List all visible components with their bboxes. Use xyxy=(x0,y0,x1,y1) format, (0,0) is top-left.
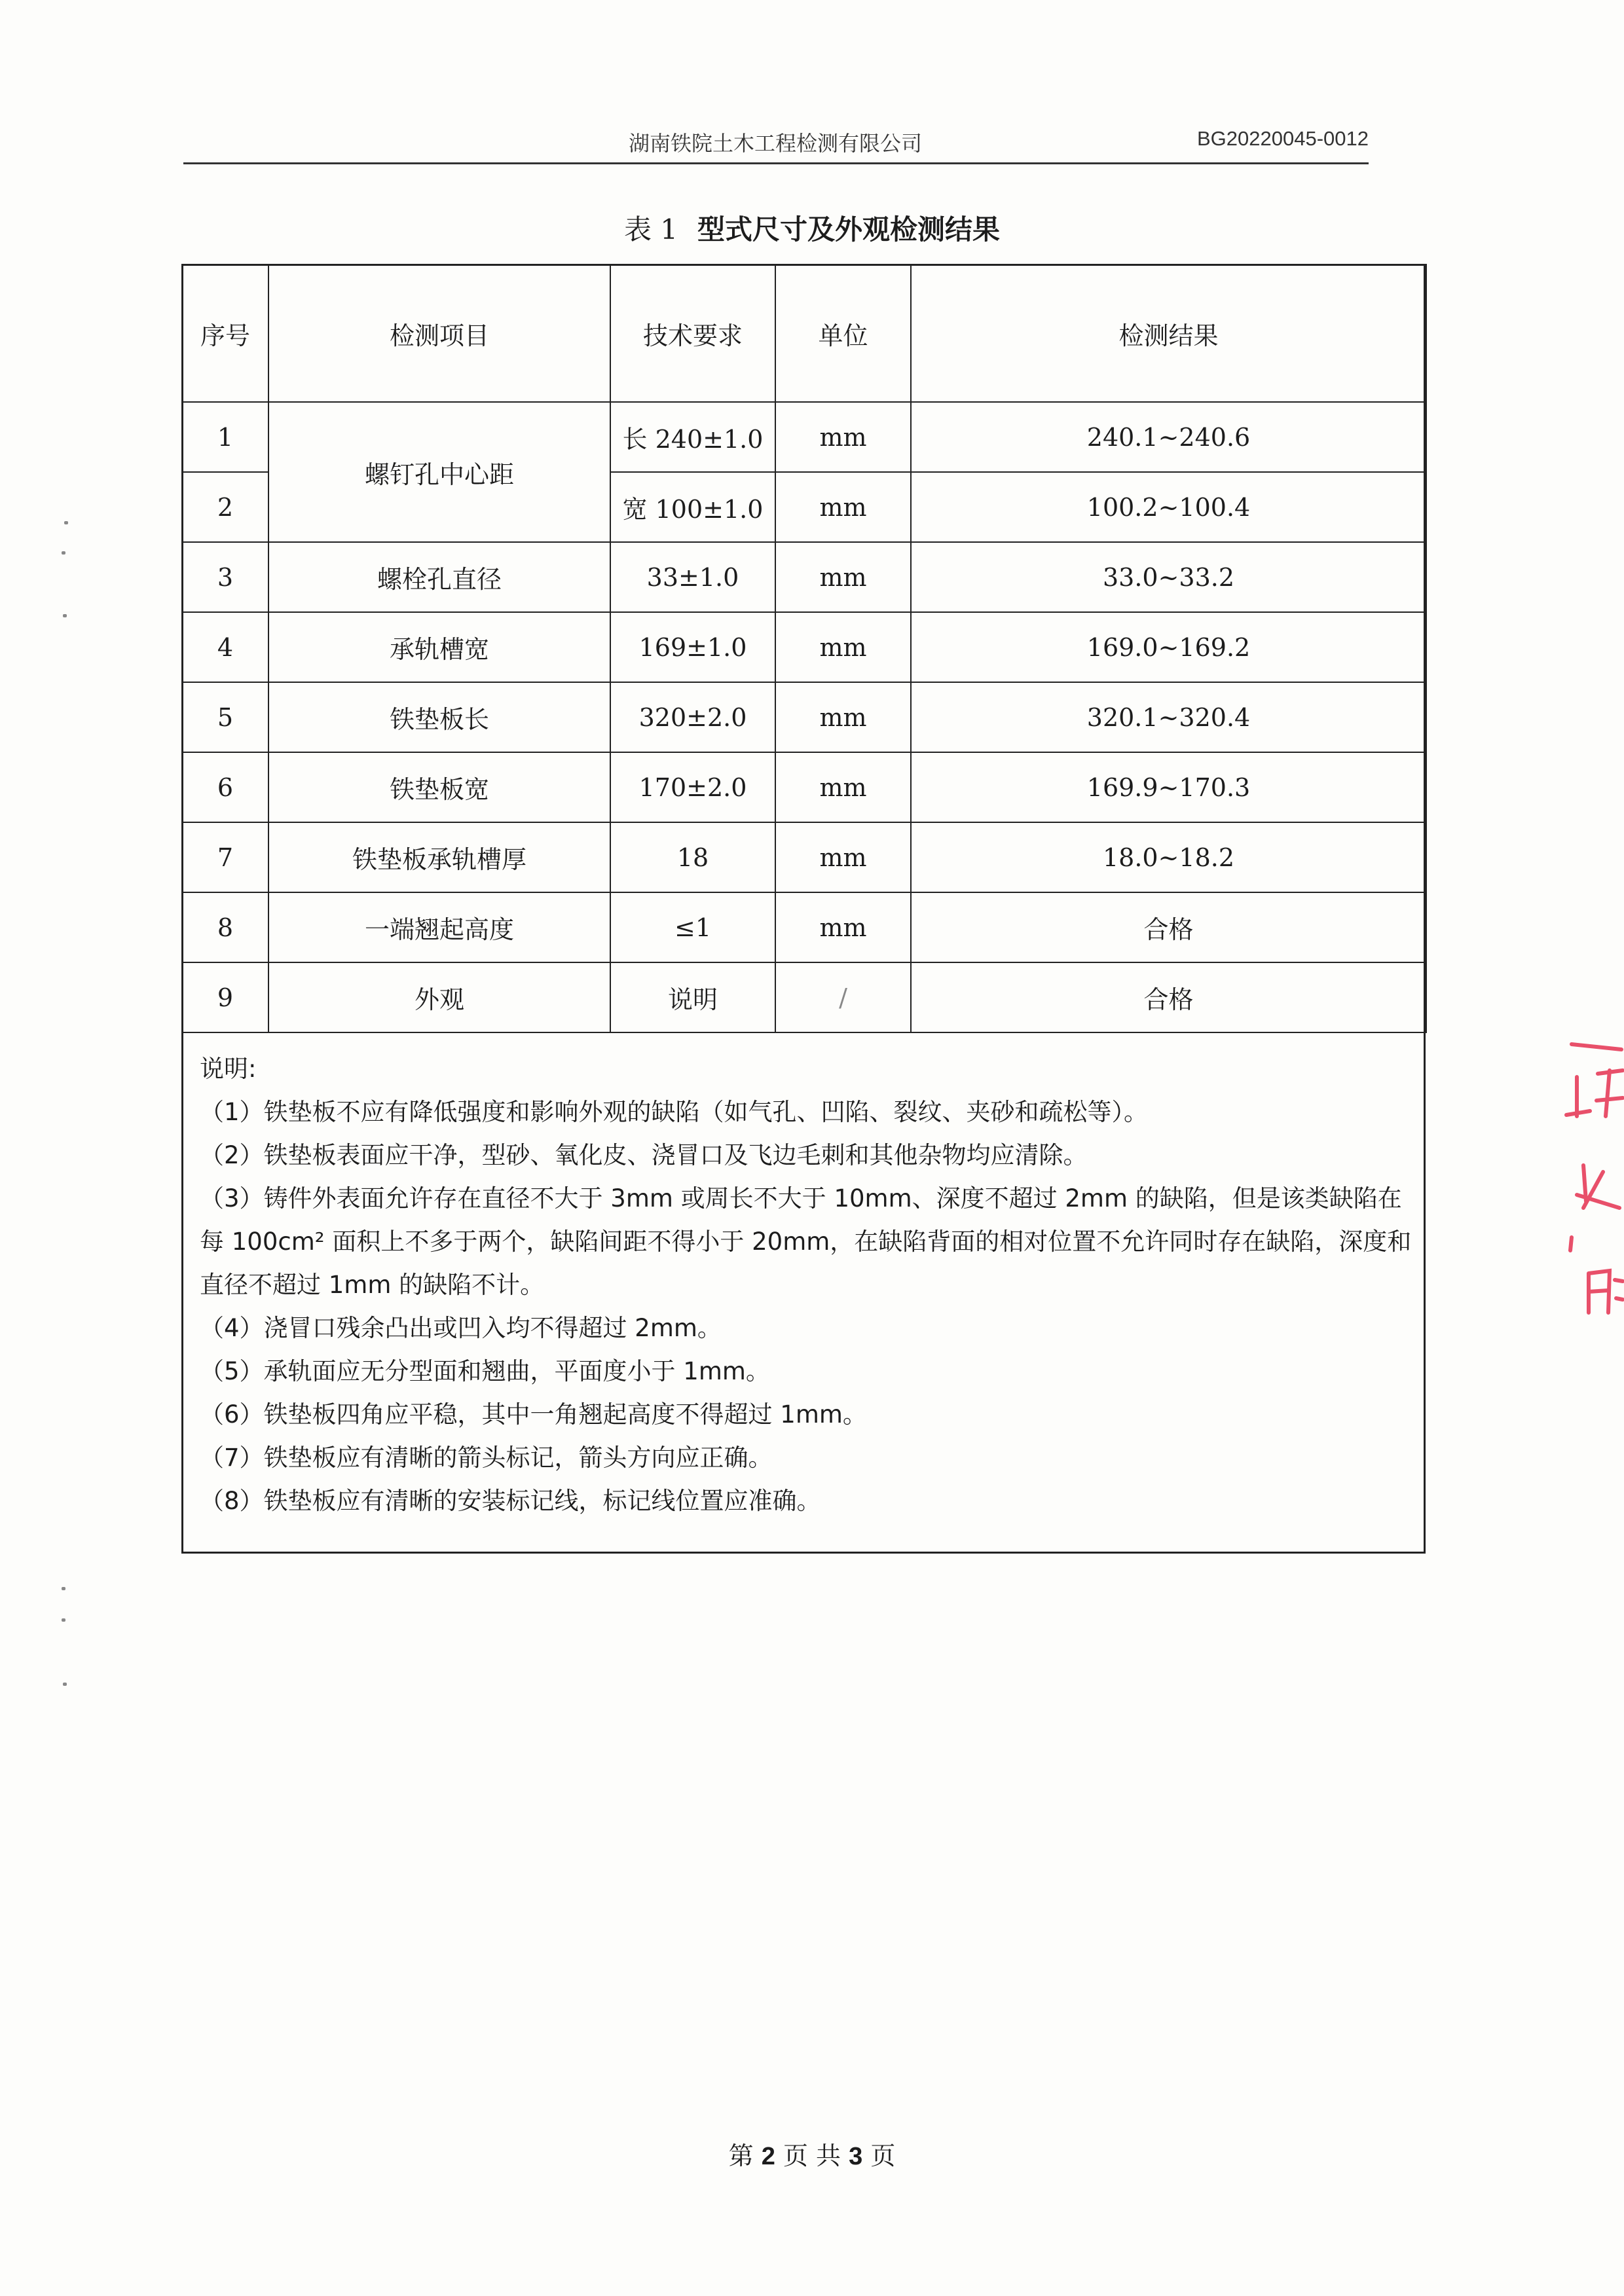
note-item: （5）承轨面应无分型面和翘曲，平面度小于 1mm。 xyxy=(200,1357,770,1385)
cell-result: 合格 xyxy=(911,962,1426,1032)
cell-item: 螺栓孔直径 xyxy=(268,542,610,612)
report-code: BG20220045-0012 xyxy=(1196,127,1369,150)
table-title xyxy=(0,208,1624,247)
scan-speck xyxy=(63,1683,67,1686)
table-row xyxy=(182,542,1426,612)
cell-result: 320.1~320.4 xyxy=(911,682,1426,752)
header-item: 检测项目 xyxy=(268,264,610,402)
table-row xyxy=(182,402,1426,472)
scan-speck xyxy=(62,551,65,555)
notes-section xyxy=(200,1048,1418,1523)
cell-item: 外观 xyxy=(268,962,610,1032)
scan-speck xyxy=(62,1587,65,1590)
table-row xyxy=(182,682,1426,752)
page-number xyxy=(0,2136,1624,2172)
page-prefix: 第 xyxy=(728,2141,754,2170)
cell-requirement: 169±1.0 xyxy=(610,612,775,682)
red-seal-stamp-fragment xyxy=(1557,1038,1624,1319)
table-row xyxy=(182,752,1426,822)
header-requirement: 技术要求 xyxy=(610,264,775,402)
cell-requirement: 18 xyxy=(610,822,775,892)
page-middle: 页 共 xyxy=(783,2141,841,2170)
table-header-row xyxy=(182,264,1426,402)
note-item: （4）浇冒口残余凸出或凹入均不得超过 2mm。 xyxy=(200,1314,722,1342)
cell-no: 8 xyxy=(182,892,268,962)
cell-item: 铁垫板长 xyxy=(268,682,610,752)
cell-item: 一端翘起高度 xyxy=(268,892,610,962)
table-title-text: 型式尺寸及外观检测结果 xyxy=(697,213,1001,246)
cell-unit: mm xyxy=(775,892,911,962)
header-unit: 单位 xyxy=(775,264,911,402)
current-page: 2 xyxy=(761,2143,775,2170)
cell-no: 1 xyxy=(182,402,268,472)
cell-unit: mm xyxy=(775,402,911,472)
cell-requirement: 宽 100±1.0 xyxy=(610,472,775,542)
cell-no: 6 xyxy=(182,752,268,822)
company-name: 湖南铁院土木工程检测有限公司 xyxy=(629,131,923,156)
cell-requirement: ≤1 xyxy=(610,892,775,962)
cell-requirement: 320±2.0 xyxy=(610,682,775,752)
cell-item: 螺钉孔中心距 xyxy=(268,402,610,542)
cell-requirement: 长 240±1.0 xyxy=(610,402,775,472)
cell-no: 3 xyxy=(182,542,268,612)
cell-item: 承轨槽宽 xyxy=(268,612,610,682)
page-header xyxy=(183,124,1369,164)
cell-requirement: 33±1.0 xyxy=(610,542,775,612)
cell-result: 100.2~100.4 xyxy=(911,472,1426,542)
note-item: （8）铁垫板应有清晰的安装标记线，标记线位置应准确。 xyxy=(200,1487,821,1515)
table-row xyxy=(182,612,1426,682)
note-item: （3）铸件外表面允许存在直径不大于 3mm 或周长不大于 10mm、深度不超过 2mm 的缺陷，但是该类缺陷在每 100cm² 面积上不多于两个，缺陷间距不得小于 20mm，在缺陷背面的相对位置不允许同时存在缺陷，深度和直径不超过 1mm 的缺陷不计。 xyxy=(200,1184,1412,1299)
note-item: （6）铁垫板四角应平稳，其中一角翘起高度不得超过 1mm。 xyxy=(200,1400,867,1429)
cell-unit: mm xyxy=(775,752,911,822)
cell-no: 4 xyxy=(182,612,268,682)
table-row xyxy=(182,822,1426,892)
cell-result: 18.0~18.2 xyxy=(911,822,1426,892)
scan-speck xyxy=(62,1618,65,1622)
cell-no: 2 xyxy=(182,472,268,542)
cell-requirement: 说明 xyxy=(610,962,775,1032)
cell-result: 169.9~170.3 xyxy=(911,752,1426,822)
cell-no: 7 xyxy=(182,822,268,892)
cell-unit: mm xyxy=(775,542,911,612)
note-item: （7）铁垫板应有清晰的箭头标记，箭头方向应正确。 xyxy=(200,1444,773,1472)
cell-result: 240.1~240.6 xyxy=(911,402,1426,472)
table-label: 表 1 xyxy=(623,213,678,246)
header-no: 序号 xyxy=(182,264,268,402)
cell-item: 铁垫板宽 xyxy=(268,752,610,822)
cell-item: 铁垫板承轨槽厚 xyxy=(268,822,610,892)
header-result: 检测结果 xyxy=(911,264,1426,402)
note-item: （2）铁垫板表面应干净，型砂、氧化皮、浇冒口及飞边毛刺和其他杂物均应清除。 xyxy=(200,1141,1088,1169)
cell-unit: mm xyxy=(775,822,911,892)
note-item: （1）铁垫板不应有降低强度和影响外观的缺陷（如气孔、凹陷、裂纹、夹砂和疏松等）。 xyxy=(200,1098,1149,1126)
cell-unit: mm xyxy=(775,472,911,542)
cell-unit: mm xyxy=(775,612,911,682)
table-row xyxy=(182,892,1426,962)
cell-result: 合格 xyxy=(911,892,1426,962)
total-pages: 3 xyxy=(849,2143,863,2170)
notes-heading: 说明: xyxy=(200,1055,257,1083)
cell-result: 169.0~169.2 xyxy=(911,612,1426,682)
scan-speck xyxy=(63,614,67,617)
cell-unit: / xyxy=(775,962,911,1032)
cell-unit: mm xyxy=(775,682,911,752)
cell-no: 9 xyxy=(182,962,268,1032)
table-row xyxy=(182,962,1426,1032)
cell-requirement: 170±2.0 xyxy=(610,752,775,822)
scan-speck xyxy=(64,521,68,524)
page-suffix: 页 xyxy=(870,2141,896,2170)
results-table xyxy=(181,264,1427,1033)
cell-no: 5 xyxy=(182,682,268,752)
cell-result: 33.0~33.2 xyxy=(911,542,1426,612)
